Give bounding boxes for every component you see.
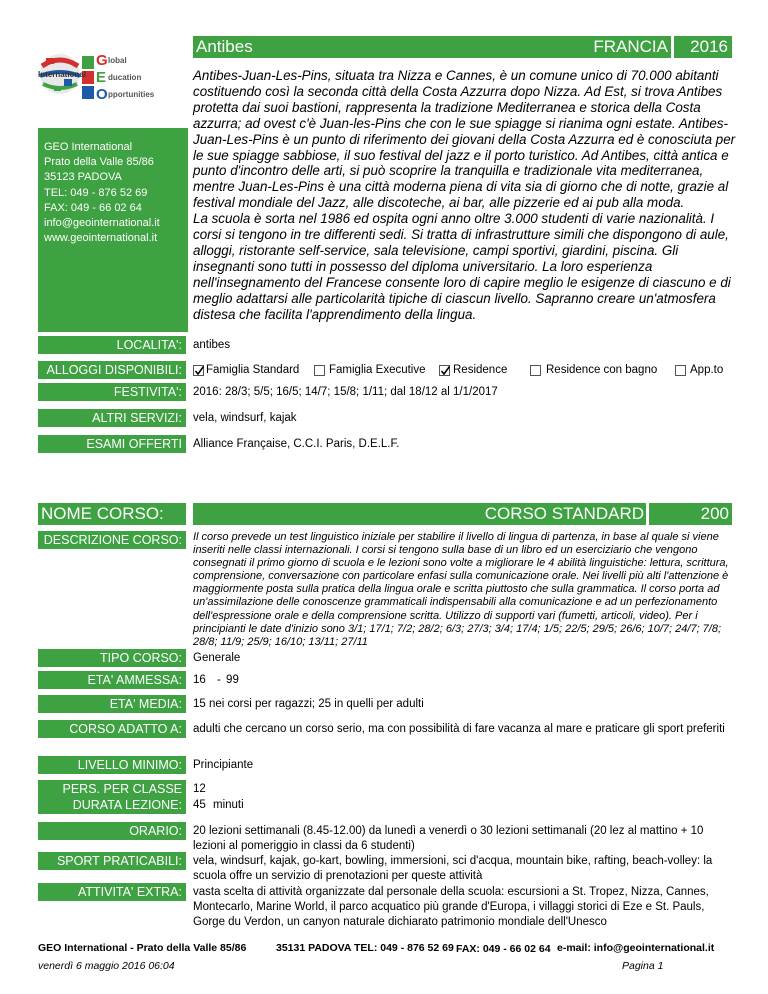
attivita-value: vasta scelta di attività organizzate dal personale della scuola: escursioni a St. Tropez, Nizza, Cannes, Montecarlo, Marine World, il parco acquatico più grande d'Europa, i villaggi storici di Eze e St. Pauls, Gorge du Verdon, un canyon naturale dichiarato patrimonio mondiale dell'Unesco xyxy=(193,886,709,928)
localita-value: antibes xyxy=(193,339,231,351)
festivita-value: 2016: 28/3; 5/5; 16/5; 14/7; 15/8; 1/11; dal 18/12 al 1/1/2017 xyxy=(193,386,498,398)
sport-value: vela, windsurf, kajak, go-kart, bowling, immersioni, sci d'acqua, mountain bike, rafting, beach-volley: la scuola offre un servizio di prenotazioni per queste attività xyxy=(193,855,713,882)
logo-international: International xyxy=(38,70,87,79)
pers-classe-value: 12 xyxy=(193,783,206,795)
footer-city-tel: 35131 PADOVA TEL: 049 - 876 52 69 xyxy=(276,942,454,954)
course-bar xyxy=(193,503,732,525)
residence-bagno-checkbox[interactable] xyxy=(530,365,541,376)
course-number: 200 xyxy=(700,504,729,523)
sport-label: SPORT PRATICABILI: xyxy=(38,852,186,870)
servizi-label: ALTRI SERVIZI: xyxy=(38,409,186,427)
alloggi-options xyxy=(193,363,738,379)
footer-date: venerdì 6 maggio 2016 06:04 xyxy=(38,960,175,972)
city-description-text: Antibes-Juan-Les-Pins, situata tra Nizza e Cannes, è un comune unico di 70.000 abitanti costituendo così la seconda città della Costa Azzurra dopo Nizza. Ad Est, si trova Antibes protetta dai suoi bastioni, rappresenta la tradizione Mediterranea e storica della Costa azzurra; ad ovest c'è Juan-les-Pins che con le sue spiagge si rianima ogni estate. Antibes-Juan-Les-Pins è un punto di riferimento dei giovani della Costa Azzurra ed è conosciuta per le sue spiagge sabbiose, il suo festival del jazz e il porto turistico. Ad Antibes, città antica e punto d'incontro delle arti, si può scoprire la tranquilla e tradizionale vita mediterranea, mentre Juan-Les-Pins è una città moderna piena di vita sia di giorno che di notte, grazie al festival mondiale del Jazz, alle discoteche, ai bar, alle pizzerie ed ai pub alla moda. xyxy=(193,68,736,211)
course-desc-label: DESCRIZIONE CORSO: xyxy=(38,531,186,549)
header-bar xyxy=(193,36,732,58)
appartamento-checkbox[interactable] xyxy=(675,365,686,376)
eta-min: 16 xyxy=(193,674,206,686)
year-title: 2016 xyxy=(690,37,728,56)
eta-max: 99 xyxy=(226,674,239,686)
appartamento-label: App.to xyxy=(690,364,724,376)
eta-media-value: 15 nei corsi per ragazzi; 25 in quelli per adulti xyxy=(193,698,424,710)
residence-label: Residence xyxy=(453,364,508,376)
course-name-label: NOME CORSO: xyxy=(38,503,186,525)
footer-page: Pagina 1 xyxy=(622,960,664,972)
servizi-value: vela, windsurf, kajak xyxy=(193,412,297,424)
eta-ammessa-label: ETA' AMMESSA: xyxy=(38,671,186,689)
localita-label: LOCALITA': xyxy=(38,336,186,354)
footer-email[interactable]: e-mail: info@geointernational.it xyxy=(557,942,715,954)
city-description xyxy=(193,68,738,323)
durata-value xyxy=(193,798,244,813)
logo-word-opportunities: pportunities xyxy=(108,90,155,99)
adatto-label: CORSO ADATTO A: xyxy=(38,720,186,738)
attivita-label: ATTIVITA' EXTRA: xyxy=(38,883,186,901)
eta-dash: - xyxy=(217,674,221,686)
famiglia-executive-label: Famiglia Executive xyxy=(329,364,426,376)
school-description-text: La scuola è sorta nel 1986 ed ospita ogni anno oltre 3.000 studenti di varie nazionalità. I corsi si tengono in tre differenti sedi. Si tratta di infrastrutture simili che dispongono di aule, alloggi, ristorante self-service, sala televisione, campi sportivi, giardini, piscina. Gli insegnanti sono tutti in possesso del diploma universitario. La loro esperienza nell'insegnamento del Francese consente loro di capire meglio le esigenze di ciascuno e di meglio adattarsi alle particolarità tipiche di ciascun livello. Sapranno creare un'atmosfera distesa che facilita l'apprendimento della lingua. xyxy=(193,211,731,322)
famiglia-standard-checkbox[interactable] xyxy=(193,365,204,376)
contact-website[interactable]: www.geointernational.it xyxy=(44,232,158,245)
livello-label: LIVELLO MINIMO: xyxy=(38,756,186,774)
esami-label: ESAMI OFFERTI xyxy=(38,435,186,453)
durata-label: DURATA LEZIONE: xyxy=(38,796,186,814)
orario-label: ORARIO: xyxy=(38,822,186,840)
pers-classe-label: PERS. PER CLASSE xyxy=(38,780,186,798)
course-description: Il corso prevede un test linguistico iniziale per stabilire il livello di lingua di partenza, in base al quale si viene inseriti nelle classi internazionali. I corsi si tengono sulla base di un libro ed un eserciziario che vengono consegnati il primo giorno di scuola e le lezioni sono volte a migliorare le 4 abilità linguistiche: lettura, scrittura, comprensione, conversazione con particolare enfasi sulla comunicazione orale. Nei livelli più alti l'attenzione è maggiormente posta sulla pratica della lingua orale e scritta piuttosto che sulla grammatica. Il corso porta ad un'assimilazione delle conoscenze grammaticali indispensabili alla comunicazione e ad un perfezionamento dell'espressione orale e della comprensione scritta. Utilizzo di supporti vari (fumetti, articoli, video). Per i principianti le date d'inizio sono 3/1; 17/1; 7/2; 28/2; 6/3; 27/3; 3/4; 17/4; 1/5; 22/5; 29/5; 26/6; 10/7; 24/7; 7/8; 28/8; 11/9; 25/9; 16/10; 13/11; 27/11 xyxy=(193,531,729,648)
contact-line: GEO International xyxy=(44,141,133,153)
tipo-corso-label: TIPO CORSO: xyxy=(38,649,186,667)
esami-value: Alliance Française, C.C.I. Paris, D.E.L.F. xyxy=(193,438,400,450)
logo-word-education: ducation xyxy=(108,73,142,82)
country-title: FRANCIA xyxy=(593,37,668,56)
tipo-corso-value: Generale xyxy=(193,652,241,664)
contact-line: FAX: 049 - 66 02 64 xyxy=(44,201,142,214)
check-icon xyxy=(194,365,205,377)
header-separator xyxy=(671,36,674,58)
eta-ammessa-value xyxy=(193,673,239,688)
adatto-value: adulti che cercano un corso serio, ma con possibilità di fare vacanza al mare e praticare gli sport preferiti xyxy=(193,723,725,735)
course-separator xyxy=(646,503,649,525)
geo-logo xyxy=(38,46,188,108)
residence-bagno-label: Residence con bagno xyxy=(546,364,658,376)
contact-line: Prato della Valle 85/86 xyxy=(44,156,154,169)
contact-line: TEL: 049 - 876 52 69 xyxy=(44,186,148,199)
festivita-label: FESTIVITA': xyxy=(38,383,186,401)
contact-email[interactable]: info@geointernational.it xyxy=(44,217,160,230)
alloggi-label: ALLOGGI DISPONIBILI: xyxy=(38,361,186,379)
contact-info xyxy=(44,140,194,246)
eta-media-label: ETA' MEDIA: xyxy=(38,695,186,713)
orario-value: 20 lezioni settimanali (8.45-12.00) da lunedì a venerdì o 30 lezioni settimanali (20 lez al mattino + 10 lezioni al pomeriggio in classi da 6 studenti) xyxy=(193,825,704,852)
livello-value: Principiante xyxy=(193,759,254,771)
famiglia-standard-label: Famiglia Standard xyxy=(206,364,300,376)
check-icon xyxy=(440,365,451,377)
durata-number: 45 xyxy=(193,799,206,811)
contact-line: 35123 PADOVA xyxy=(44,171,122,184)
residence-checkbox[interactable] xyxy=(439,365,450,376)
famiglia-executive-checkbox[interactable] xyxy=(314,365,325,376)
logo-letter-e: E xyxy=(96,69,107,86)
logo-letter-o: O xyxy=(96,86,108,103)
footer-fax: FAX: 049 - 66 02 64 xyxy=(456,943,551,955)
durata-unit: minuti xyxy=(213,799,244,811)
footer-company: GEO International - Prato della Valle 85/86 xyxy=(38,942,247,954)
logo-letter-g: G xyxy=(96,52,108,69)
course-name: CORSO STANDARD xyxy=(484,504,644,523)
logo-word-global: lobal xyxy=(108,56,127,65)
city-title: Antibes xyxy=(196,37,253,56)
